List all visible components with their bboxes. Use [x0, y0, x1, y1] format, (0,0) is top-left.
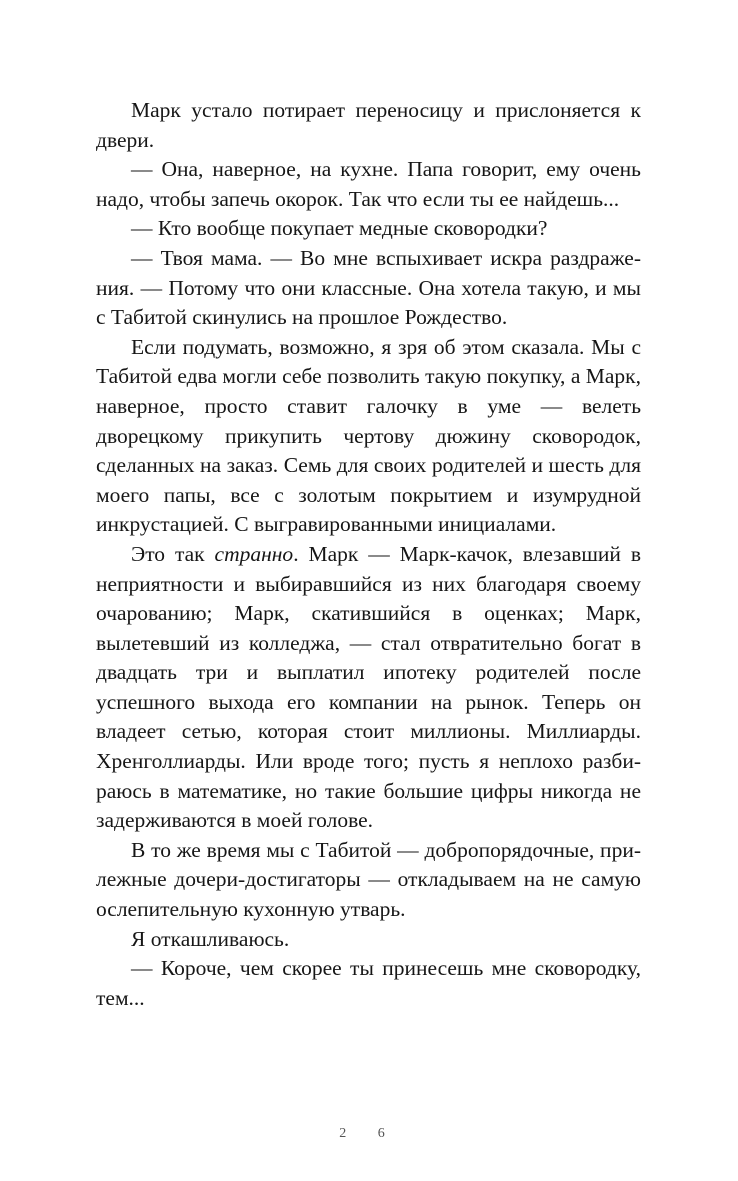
paragraph-3: — Кто вообще покупает медные сковородки?	[131, 216, 548, 241]
paragraph-6-start: Это так	[131, 541, 215, 566]
paragraph-9: — Короче, чем скорее ты принесешь мне сковородку, тем...	[96, 956, 641, 1010]
paragraph-6-rest: . Марк — Марк-качок, влезавший в неприятности и выбиравшийся из них благодаря своему очарованию; Марк, скатившийся в оценках; Марк, вылетевший из колледжа, — стал отвратительно богат в двадцать три и выплатил ипотеку родителей после успешного выхода его компании на рынок. Теперь он владеет сетью, которая стоит миллионы. Миллиарды. Хренголлиарды. Или вроде того; пусть я неплохо разбираюсь в математике, но такие большие цифры никогда не задерживаются в моей голове.	[96, 541, 641, 833]
paragraph-7: В то же время мы с Табитой — добропорядочные, прилежные дочери-достигаторы — откладываем на не самую ослепительную кухонную утварь.	[96, 837, 641, 922]
paragraph-2: — Она, наверное, на кухне. Папа говорит, ему очень надо, чтобы запечь окорок. Так что если ты ее найдешь...	[96, 157, 641, 211]
paragraph-5: Если подумать, возможно, я зря об этом сказала. Мы с Табитой едва могли себе позволить такую покупку, а Марк, наверное, просто ставит галочку в уме — велеть дворецкому прикупить чертову дюжину сковородок, сделанных на заказ. Семь для своих родителей и шесть для моего папы, все с золотым покрытием и изумрудной инкрустацией. С выгравированными инициалами.	[96, 334, 641, 537]
paragraph-8: Я откашливаюсь.	[131, 926, 290, 951]
page-number: 2 6	[339, 1126, 399, 1141]
emphasized-word: странно	[214, 541, 294, 566]
paragraph-4: — Твоя мама. — Во мне вспыхивает искра раздражения. — Потому что они классные. Она хотела такую, и мы с Табитой скинулись на прошлое Рождество.	[96, 245, 641, 330]
paragraph-1: Марк устало потирает переносицу и прислоняется к двери.	[96, 98, 641, 152]
book-page-text	[96, 96, 641, 1013]
paragraph-6	[96, 540, 641, 836]
